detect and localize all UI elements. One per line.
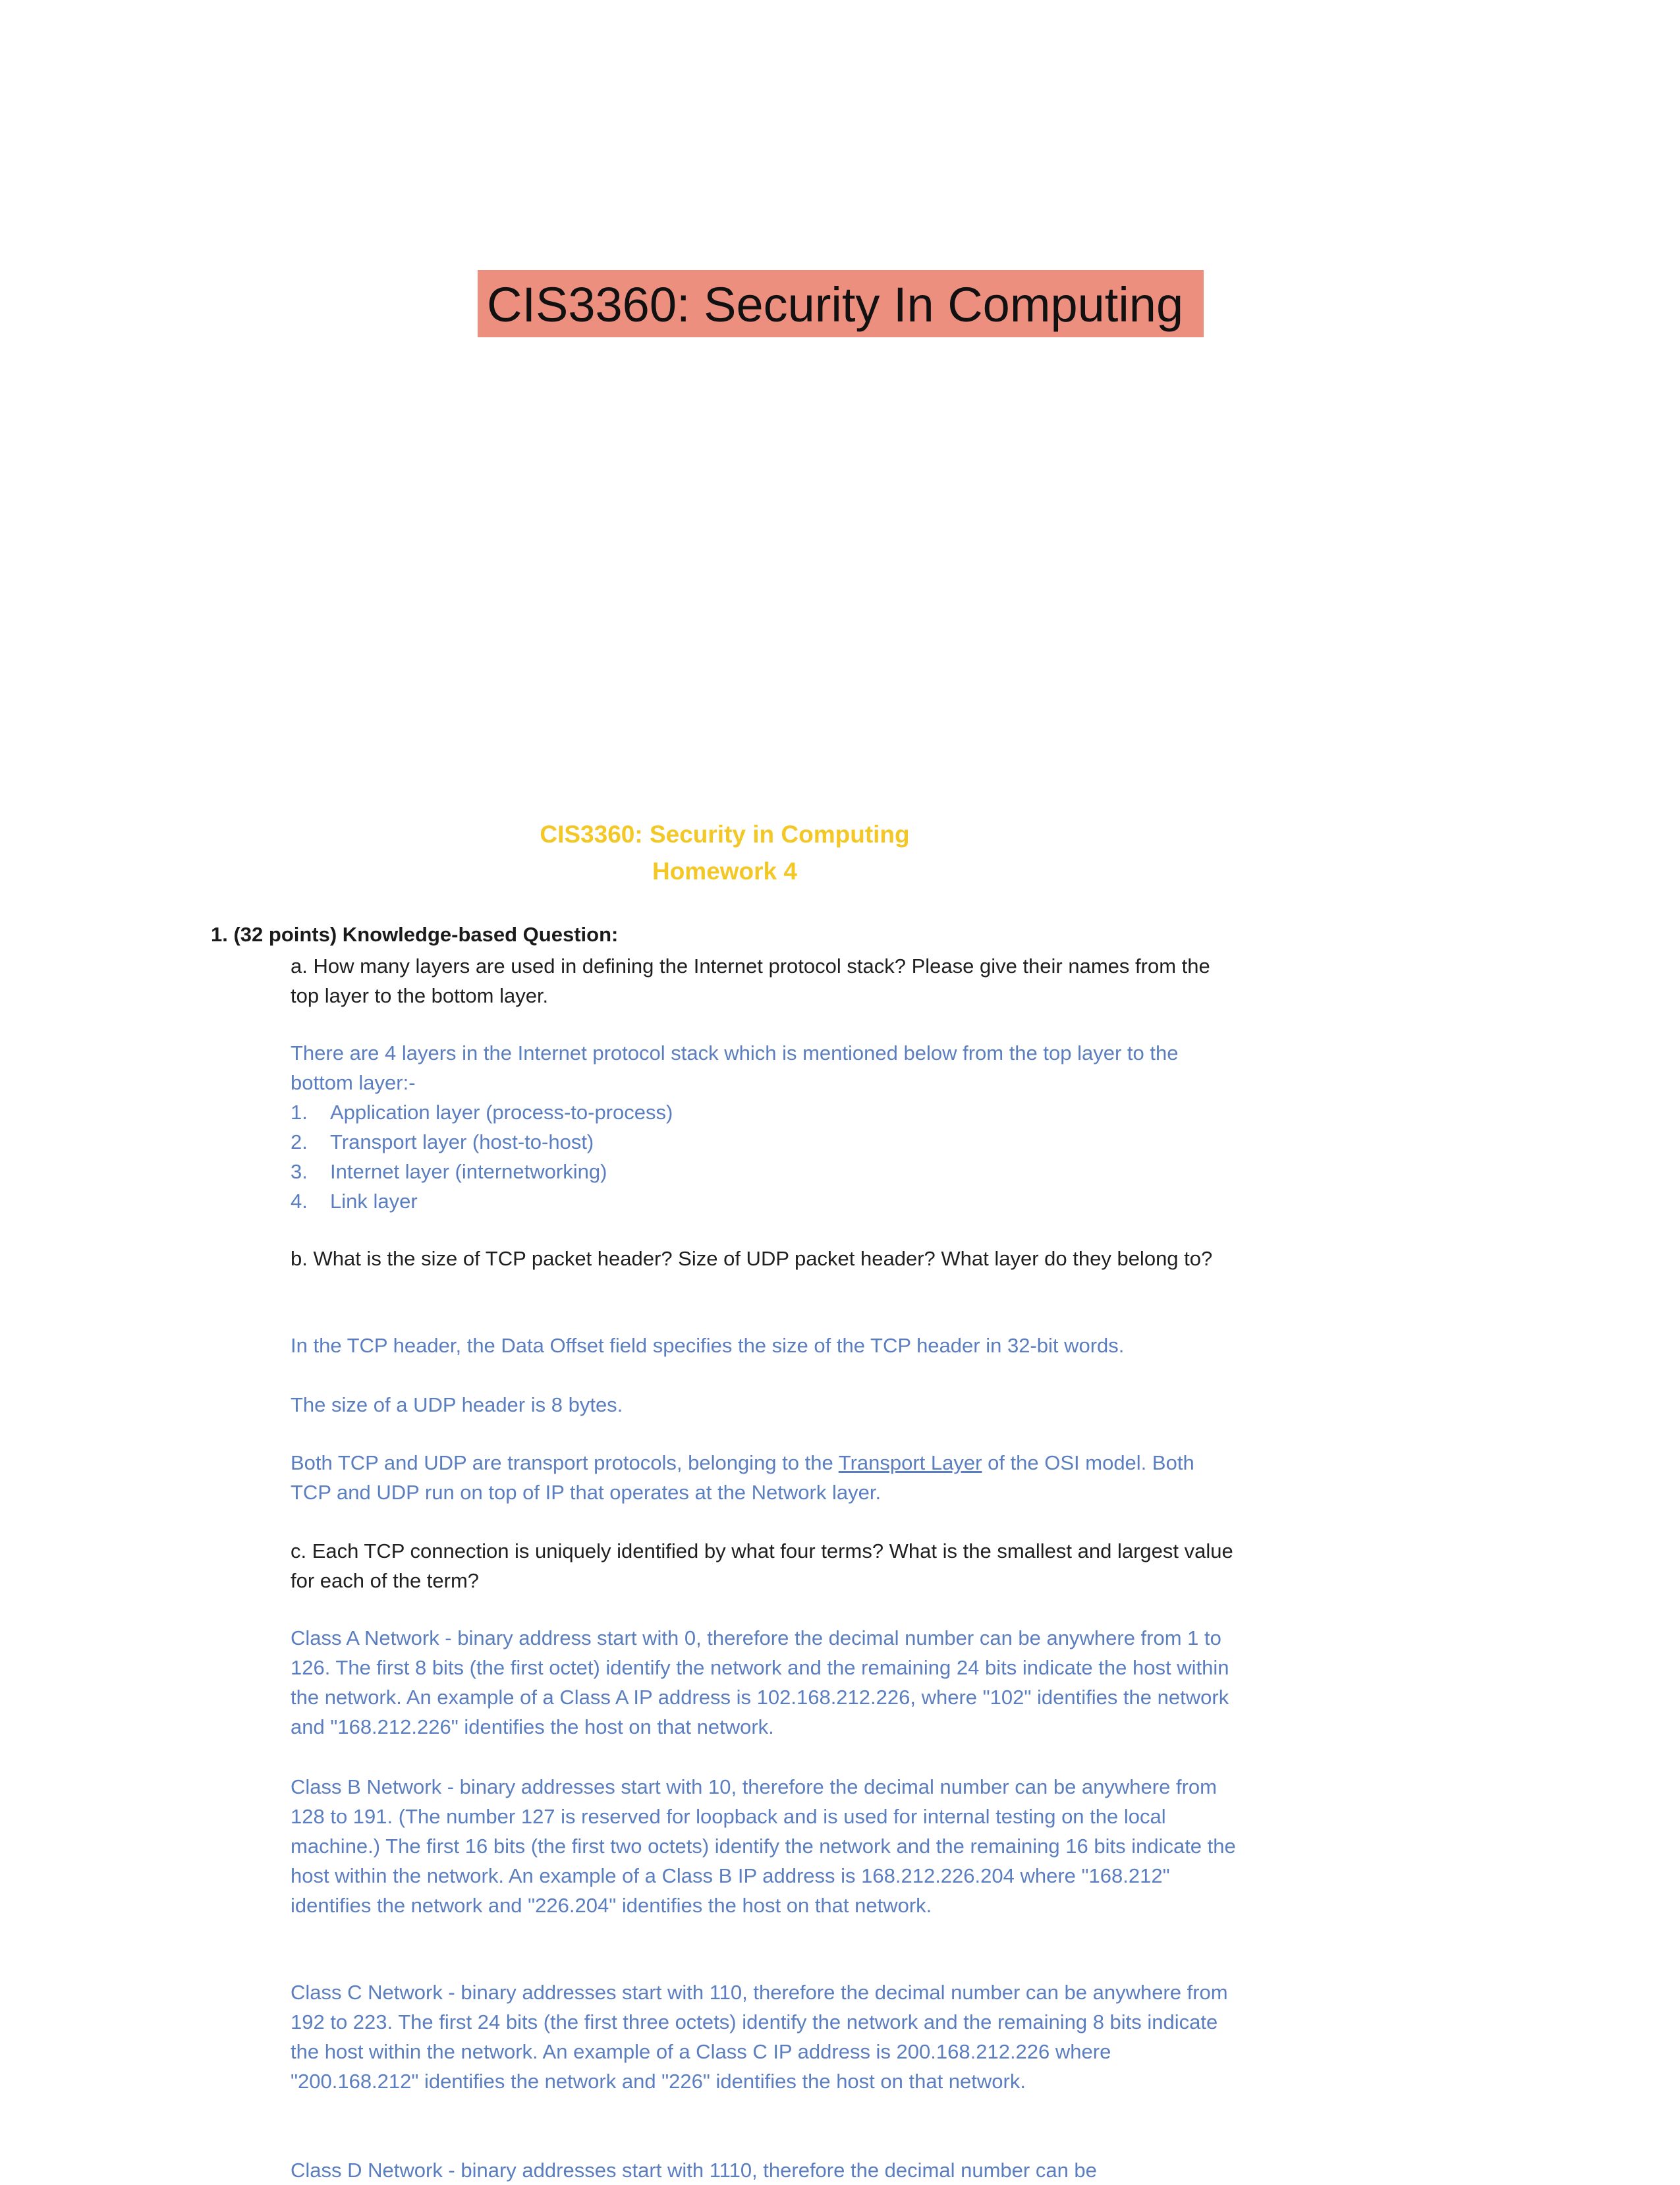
document-title: CIS3360: Security in Computing <box>540 821 910 848</box>
answer-b-udp <box>291 1390 1239 1420</box>
class-b-text: Class B Network - binary addresses start with 10, therefore the decimal number can be anywhere from 128 to 191. (The number 127 is reserved for loopback and is used for internal testing on the local machine.) The first 16 bits (the first two octets) identify the network and the remaining 16 bits indicate the host within the network. An example of a Class B IP address is 168.212.226.204 where "168.212" identifies the network and "226.204" identifies the host on that network. <box>291 1775 1236 1917</box>
answer-c-class-d <box>291 2155 1239 2185</box>
class-c-text: Class C Network - binary addresses start with 110, therefore the decimal number can be anywhere from 192 to 223. The first 24 bits (the first three octets) identify the network and the remaining 8 bits indicate the host within the network. An example of a Class C IP address is 200.168.212.226 where "200.168.212" identifies the network and "226" identifies the host on that network. <box>291 1981 1228 2093</box>
document-subtitle: Homework 4 <box>652 858 797 885</box>
list-number: 3. <box>291 1160 308 1183</box>
list-label: Internet layer (internetworking) <box>330 1160 607 1183</box>
answer-a-intro: There are 4 layers in the Internet protocol stack which is mentioned below from the top layer to the bottom layer:- <box>291 1041 1179 1094</box>
list-label: Transport layer (host-to-host) <box>330 1130 594 1153</box>
class-d-text: Class D Network - binary addresses start with 1110, therefore the decimal number can be <box>291 2159 1097 2182</box>
list-item <box>291 1157 1239 1186</box>
answer-b-layer-before: Both TCP and UDP are transport protocols, belonging to the <box>291 1451 839 1474</box>
answer-b-tcp <box>291 1331 1239 1360</box>
answer-c-class-a <box>291 1623 1239 1742</box>
question-c <box>291 1536 1239 1595</box>
list-number: 2. <box>291 1130 308 1153</box>
answer-b-udp-text: The size of a UDP header is 8 bytes. <box>291 1393 623 1416</box>
question-a <box>291 951 1239 1010</box>
list-number: 1. <box>291 1101 308 1124</box>
answer-b-layer-after: of the OSI model. Both TCP and UDP run on top of IP that operates at the Network layer. <box>291 1451 1194 1504</box>
answer-b-layer <box>291 1448 1239 1507</box>
question-b-text: b. What is the size of TCP packet header? Size of UDP packet header? What layer do they belong to? <box>291 1247 1213 1270</box>
question-heading: 1. (32 points) Knowledge-based Question: <box>211 923 619 946</box>
class-a-text: Class A Network - binary address start with 0, therefore the decimal number can be anywhere from 1 to 126. The first 8 bits (the first octet) identify the network and the remaining 24 bits indicate the host within the network. An example of a Class A IP address is 102.168.212.226, where "102" identifies the network and "168.212.226" identifies the host on that network. <box>291 1626 1229 1738</box>
list-item <box>291 1097 1239 1127</box>
banner-title: CIS3360: Security In Computing <box>487 277 1184 332</box>
answer-a <box>291 1038 1239 1216</box>
layer-list <box>291 1097 1239 1216</box>
answer-b-tcp-text: In the TCP header, the Data Offset field specifies the size of the TCP header in 32-bit words. <box>291 1334 1125 1357</box>
question-a-text: a. How many layers are used in defining the Internet protocol stack? Please give their names from the top layer to the bottom layer. <box>291 954 1210 1007</box>
answer-c-class-b <box>291 1772 1239 1920</box>
answer-b-layer-text <box>291 1448 1239 1507</box>
transport-layer-link[interactable]: Transport Layer <box>838 1451 982 1474</box>
question-c-text: c. Each TCP connection is uniquely identified by what four terms? What is the smallest and largest value for each of the term? <box>291 1539 1233 1592</box>
list-item <box>291 1186 1239 1216</box>
list-label: Application layer (process-to-process) <box>330 1101 673 1124</box>
answer-c-class-c <box>291 1978 1239 2096</box>
list-label: Link layer <box>330 1190 418 1213</box>
question-b <box>291 1244 1239 1273</box>
list-number: 4. <box>291 1190 308 1213</box>
title-banner <box>478 270 1204 337</box>
list-item <box>291 1127 1239 1157</box>
